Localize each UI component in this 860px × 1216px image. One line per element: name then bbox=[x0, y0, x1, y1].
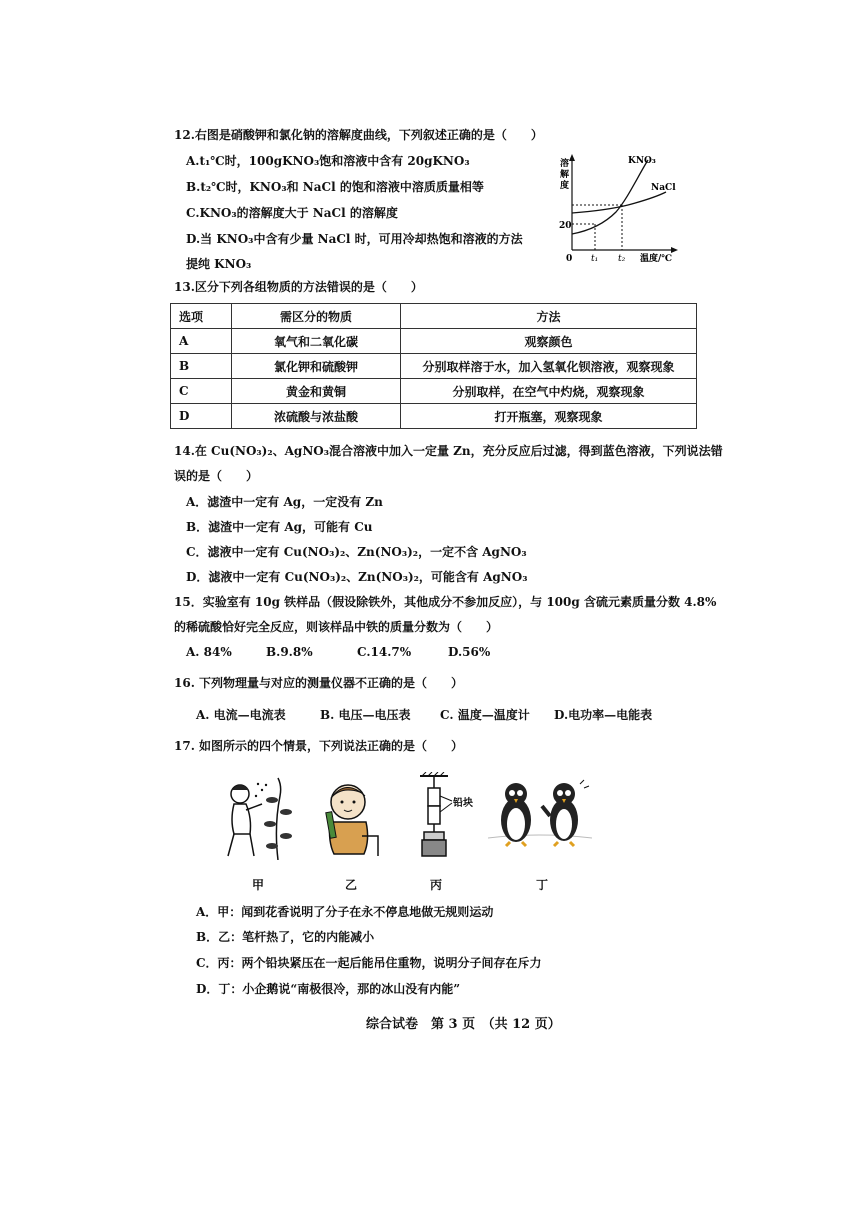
q14-stem-line2: 误的是（ ） bbox=[174, 469, 259, 483]
table-header: 需区分的物质 bbox=[232, 304, 401, 329]
q15-option-d: D.56% bbox=[448, 645, 491, 659]
lead-block-label: 铅块 bbox=[453, 798, 473, 809]
table-cell: 浓硫酸与浓盐酸 bbox=[232, 404, 401, 429]
q16-option-a: A. 电流—电流表 bbox=[196, 708, 286, 722]
q16-option-b: B. 电压—电压表 bbox=[320, 708, 411, 722]
q15-option-b: B.9.8% bbox=[266, 645, 313, 659]
q16-option-c: C. 温度—温度计 bbox=[440, 708, 530, 722]
nacl-curve bbox=[572, 192, 666, 213]
q12-option-c: C.KNO₃的溶解度大于 NaCl 的溶解度 bbox=[186, 206, 398, 220]
solubility-graph bbox=[548, 148, 688, 266]
kno3-curve bbox=[572, 160, 648, 234]
q14-option-d: D．滤液中一定有 Cu(NO₃)₂、Zn(NO₃)₂，可能含有 AgNO₃ bbox=[186, 570, 528, 584]
picture-yi-child-pencil bbox=[316, 776, 386, 860]
graph-nacl-label: NaCl bbox=[651, 183, 676, 193]
table-cell: 氯化钾和硫酸钾 bbox=[232, 354, 401, 379]
picture-bing-lead-blocks bbox=[418, 772, 484, 860]
q13-table bbox=[170, 303, 697, 429]
q12-option-b: B.t₂℃时，KNO₃和 NaCl 的饱和溶液中溶质质量相等 bbox=[186, 180, 484, 194]
picture-label-ding: 丁 bbox=[536, 878, 549, 892]
table-cell: 氧气和二氧化碳 bbox=[232, 329, 401, 354]
q14-option-b: B．滤渣中一定有 Ag，可能有 Cu bbox=[186, 520, 373, 534]
q15-stem-line2: 的稀硫酸恰好完全反应，则该样品中铁的质量分数为（ ） bbox=[174, 620, 499, 634]
q12-option-d: D.当 KNO₃中含有少量 NaCl 时，可用冷却热饱和溶液的方法 bbox=[186, 232, 523, 246]
table-header-row bbox=[171, 304, 697, 329]
q12-option-d-cont: 提纯 KNO₃ bbox=[186, 257, 252, 271]
graph-ylabel-1: 溶 bbox=[560, 159, 570, 169]
q15-stem-line1: 15．实验室有 10g 铁样品（假设除铁外，其他成分不参加反应），与 100g 含硫元素质量分数 4.8% bbox=[174, 595, 717, 609]
q17-option-d: D．丁：小企鹅说“南极很冷，那的冰山没有内能” bbox=[196, 982, 461, 996]
graph-xlabel: 温度/℃ bbox=[640, 254, 673, 264]
q17-option-a: A．甲：闻到花香说明了分子在永不停息地做无规则运动 bbox=[196, 905, 494, 919]
q17-option-c: C．丙：两个铅块紧压在一起后能吊住重物，说明分子间存在斥力 bbox=[196, 956, 542, 970]
q16-stem: 16. 下列物理量与对应的测量仪器不正确的是（ ） bbox=[174, 676, 464, 690]
table-cell: 黄金和黄铜 bbox=[232, 379, 401, 404]
q14-stem-line1: 14.在 Cu(NO₃)₂、AgNO₃混合溶液中加入一定量 Zn，充分反应后过滤，得到蓝色溶液，下列说法错 bbox=[174, 444, 723, 458]
q12-option-a: A.t₁℃时，100gKNO₃饱和溶液中含有 20gKNO₃ bbox=[186, 154, 470, 168]
q14-option-a: A．滤渣中一定有 Ag，一定没有 Zn bbox=[186, 495, 383, 509]
q12-stem: 12.右图是硝酸钾和氯化钠的溶解度曲线，下列叙述正确的是（ ） bbox=[174, 128, 543, 142]
table-cell: B bbox=[171, 354, 232, 379]
table-cell: 分别取样，在空气中灼烧，观察现象 bbox=[401, 379, 697, 404]
q14-option-c: C．滤液中一定有 Cu(NO₃)₂、Zn(NO₃)₂，一定不含 AgNO₃ bbox=[186, 545, 527, 559]
q15-option-c: C.14.7% bbox=[357, 645, 412, 659]
table-cell: 观察颜色 bbox=[401, 329, 697, 354]
graph-t1: t₁ bbox=[591, 254, 599, 264]
table-cell: A bbox=[171, 329, 232, 354]
graph-t2: t₂ bbox=[618, 254, 626, 264]
graph-ylabel-3: 度 bbox=[560, 181, 570, 191]
q13-stem: 13.区分下列各组物质的方法错误的是（ ） bbox=[174, 280, 423, 294]
q16-option-d: D.电功率—电能表 bbox=[554, 708, 653, 722]
table-row bbox=[171, 404, 697, 429]
table-row bbox=[171, 379, 697, 404]
q15-option-a: A. 84% bbox=[186, 645, 232, 659]
table-header: 方法 bbox=[401, 304, 697, 329]
picture-label-yi: 乙 bbox=[345, 878, 358, 892]
picture-label-bing: 丙 bbox=[430, 878, 443, 892]
page-footer: 综合试卷 第 3 页 （共 12 页） bbox=[366, 1017, 561, 1032]
table-row bbox=[171, 354, 697, 379]
picture-label-jia: 甲 bbox=[252, 878, 265, 892]
table-cell: 打开瓶塞，观察现象 bbox=[401, 404, 697, 429]
q17-option-b: B．乙：笔杆热了，它的内能减小 bbox=[196, 930, 375, 944]
table-cell: 分别取样溶于水，加入氢氧化钡溶液，观察现象 bbox=[401, 354, 697, 379]
graph-kno3-label: KNO₃ bbox=[628, 156, 656, 166]
table-row bbox=[171, 329, 697, 354]
table-header: 选项 bbox=[171, 304, 232, 329]
picture-ding-penguins bbox=[488, 776, 592, 856]
picture-jia-smelling-flowers bbox=[218, 776, 296, 860]
q17-stem: 17. 如图所示的四个情景，下列说法正确的是（ ） bbox=[174, 739, 464, 753]
graph-origin: 0 bbox=[566, 254, 573, 264]
table-cell: D bbox=[171, 404, 232, 429]
table-cell: C bbox=[171, 379, 232, 404]
graph-ylabel-2: 解 bbox=[560, 170, 570, 180]
graph-y20: 20 bbox=[559, 221, 572, 231]
